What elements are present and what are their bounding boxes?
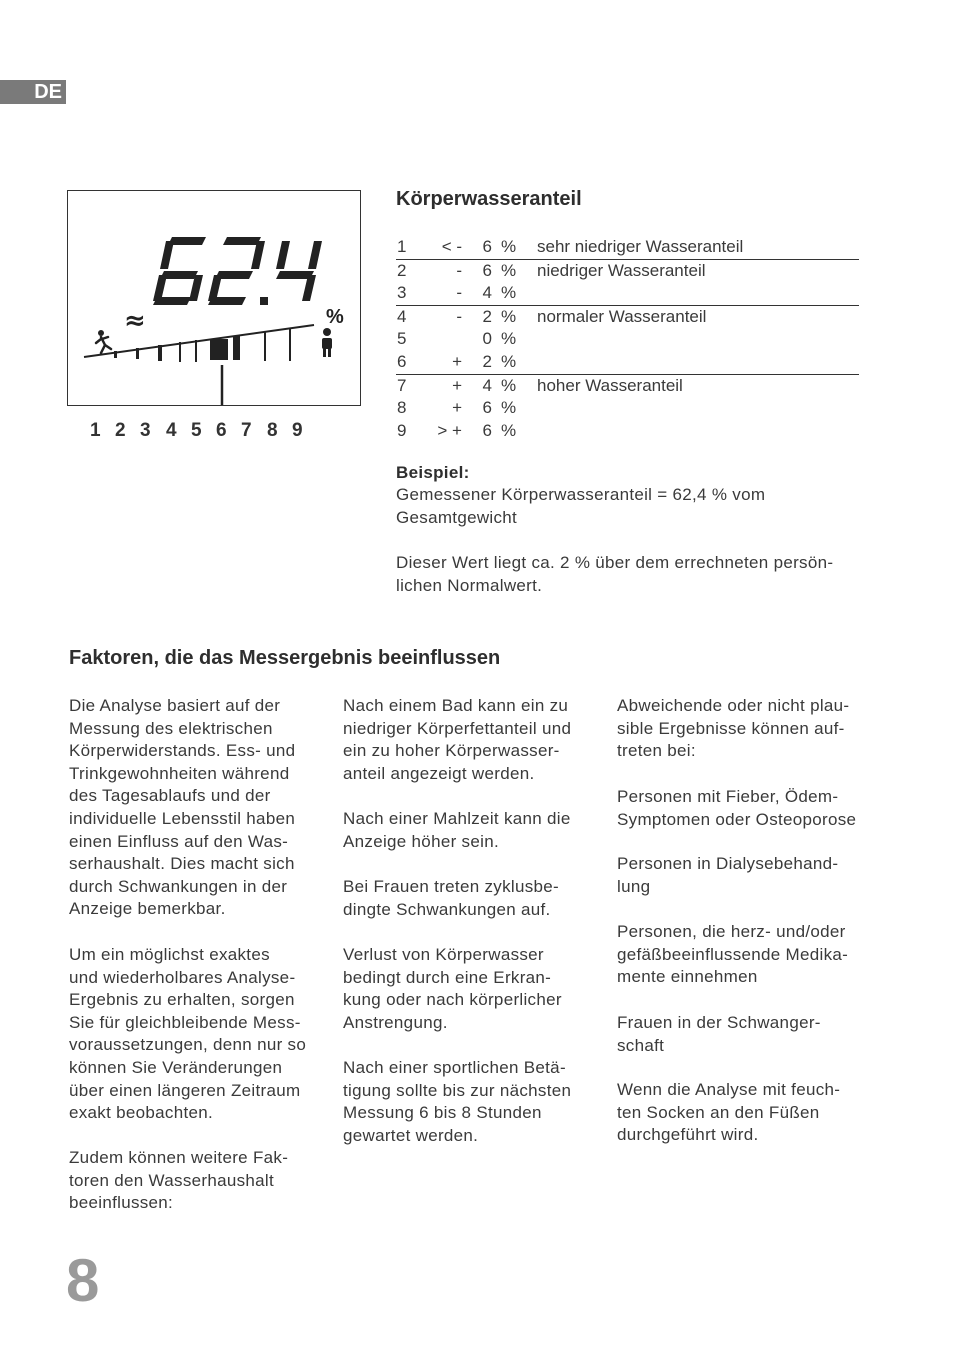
row-operator: -	[456, 260, 462, 280]
factors-col3-para: Personen mit Fieber, Ödem- Symptomen oder Osteoporose	[617, 787, 857, 829]
scale-number: 3	[140, 420, 151, 441]
row-number: 4	[397, 306, 407, 326]
table-row	[396, 282, 859, 305]
row-operator: > +	[437, 420, 462, 440]
factors-col1-para: Die Analyse basiert auf der Messung des elektrischen Körperwiderstands. Ess- und Trinkgewohnheiten während des Tagesablaufs und der individuelle Lebensstil haben einen Einfluss auf den Was- serhaushalt. Dies macht sich durch Schwankungen in der Anzeige bemerkbar.	[69, 696, 296, 919]
water-waves-icon: ≈	[124, 306, 146, 336]
table-row	[396, 374, 859, 398]
row-unit: %	[501, 351, 517, 371]
example-label: Beispiel:	[396, 463, 470, 482]
factors-col3-para: Frauen in der Schwanger- schaft	[617, 1013, 821, 1055]
scale-display	[67, 190, 361, 406]
scale-number: 2	[115, 420, 126, 441]
scale-number: 8	[267, 420, 278, 441]
digit-2	[208, 237, 265, 305]
scale-number: 4	[166, 420, 177, 441]
row-number: 6	[397, 351, 407, 371]
row-operator: -	[456, 306, 462, 326]
factors-col3-para: Personen, die herz- und/oder gefäßbeeinflussende Medika- mente einnehmen	[617, 922, 849, 987]
row-unit: %	[501, 398, 517, 418]
row-description: niedriger Wasseranteil	[537, 260, 706, 280]
row-unit: %	[501, 306, 517, 326]
scale-number: 6	[216, 420, 227, 441]
row-unit: %	[501, 375, 517, 395]
row-unit: %	[501, 237, 517, 256]
factors-col2-para: Nach einer sportlichen Betä- tigung sollte bis zur nächsten Messung 6 bis 8 Stunden gewartet werden.	[343, 1058, 572, 1145]
row-value: 4	[482, 283, 492, 303]
row-unit: %	[501, 329, 517, 349]
table-row	[396, 351, 859, 374]
row-description: sehr niedriger Wasseranteil	[537, 237, 744, 256]
water-table	[396, 236, 859, 442]
factors-col3-para: Wenn die Analyse mit feuch- ten Socken an den Füßen durchgeführt wird.	[617, 1080, 841, 1145]
row-description: normaler Wasseranteil	[537, 306, 707, 326]
scale-number: 5	[191, 420, 202, 441]
row-value: 0	[482, 329, 492, 349]
row-number: 2	[397, 260, 407, 280]
digit-4	[276, 241, 322, 301]
factors-col2-para: Nach einem Bad kann ein zu niedriger Körperfettanteil und ein zu hoher Körperwasser- anteil angezeigt werden.	[343, 696, 572, 783]
row-number: 7	[397, 375, 407, 395]
table-row	[396, 397, 859, 420]
factors-col2-para: Nach einer Mahlzeit kann die Anzeige höher sein.	[343, 809, 571, 851]
factors-col1-para: Zudem können weitere Fak- toren den Wasserhaushalt beeinflussen:	[69, 1148, 289, 1213]
scale-number: 7	[241, 420, 252, 441]
scale-number: 9	[292, 420, 303, 441]
factors-col3-para: Abweichende oder nicht plau- sible Ergebnisse können auf- treten bei:	[617, 696, 850, 761]
row-operator: +	[452, 398, 462, 418]
language-tab: DE	[0, 80, 66, 104]
row-value: 6	[482, 420, 492, 440]
example-text: Gemessener Körperwasseranteil = 62,4 % vom Gesamtgewicht	[396, 485, 766, 527]
row-operator: < -	[441, 237, 462, 256]
row-unit: %	[501, 420, 517, 440]
percent-sign: %	[326, 306, 344, 328]
page-number: 8	[66, 1247, 100, 1314]
row-description: hoher Wasseranteil	[537, 375, 683, 395]
row-value: 2	[482, 351, 492, 371]
athlete-icon	[96, 330, 111, 353]
table-row	[396, 305, 859, 329]
factors-col2-para: Bei Frauen treten zyklusbe- dingte Schwankungen auf.	[343, 877, 559, 919]
row-number: 3	[397, 283, 407, 303]
factors-col3-para: Personen in Dialysebehand- lung	[617, 854, 839, 896]
water-section-title: Körperwasseranteil	[396, 188, 582, 210]
table-row	[396, 420, 859, 443]
row-value: 6	[482, 237, 492, 256]
row-operator: +	[452, 375, 462, 395]
row-number: 8	[397, 398, 407, 418]
row-unit: %	[501, 260, 517, 280]
factors-section-title: Faktoren, die das Messergebnis beeinflussen	[69, 647, 501, 669]
row-unit: %	[501, 283, 517, 303]
row-value: 6	[482, 260, 492, 280]
row-value: 4	[482, 375, 492, 395]
row-operator: -	[456, 283, 462, 303]
row-number: 5	[397, 329, 407, 349]
row-number: 9	[397, 420, 407, 440]
scale-number: 1	[90, 420, 101, 441]
row-value: 2	[482, 306, 492, 326]
digit-6	[153, 237, 206, 305]
lcd-svg	[68, 191, 360, 405]
table-row	[396, 328, 859, 351]
decimal-point	[260, 297, 268, 305]
row-number: 1	[397, 237, 407, 256]
person-icon	[322, 328, 332, 357]
factors-col2-para: Verlust von Körperwasser bedingt durch eine Erkran- kung oder nach körperlicher Anstrengung.	[343, 945, 562, 1032]
scale-baseline	[84, 325, 314, 357]
table-row	[396, 236, 859, 259]
row-operator: +	[452, 351, 462, 371]
factors-col1-para: Um ein möglichst exaktes und wiederholbares Analyse- Ergebnis zu erhalten, sorgen Sie für gleichbleibende Mess- voraussetzungen, denn nur so können Sie Veränderungen über einen längeren Zeitraum exakt beobachten.	[69, 945, 307, 1123]
scale-numbers	[90, 420, 320, 444]
example-note: Dieser Wert liegt ca. 2 % über dem errechneten persön- lichen Normalwert.	[396, 553, 834, 595]
table-row	[396, 259, 859, 283]
row-value: 6	[482, 398, 492, 418]
